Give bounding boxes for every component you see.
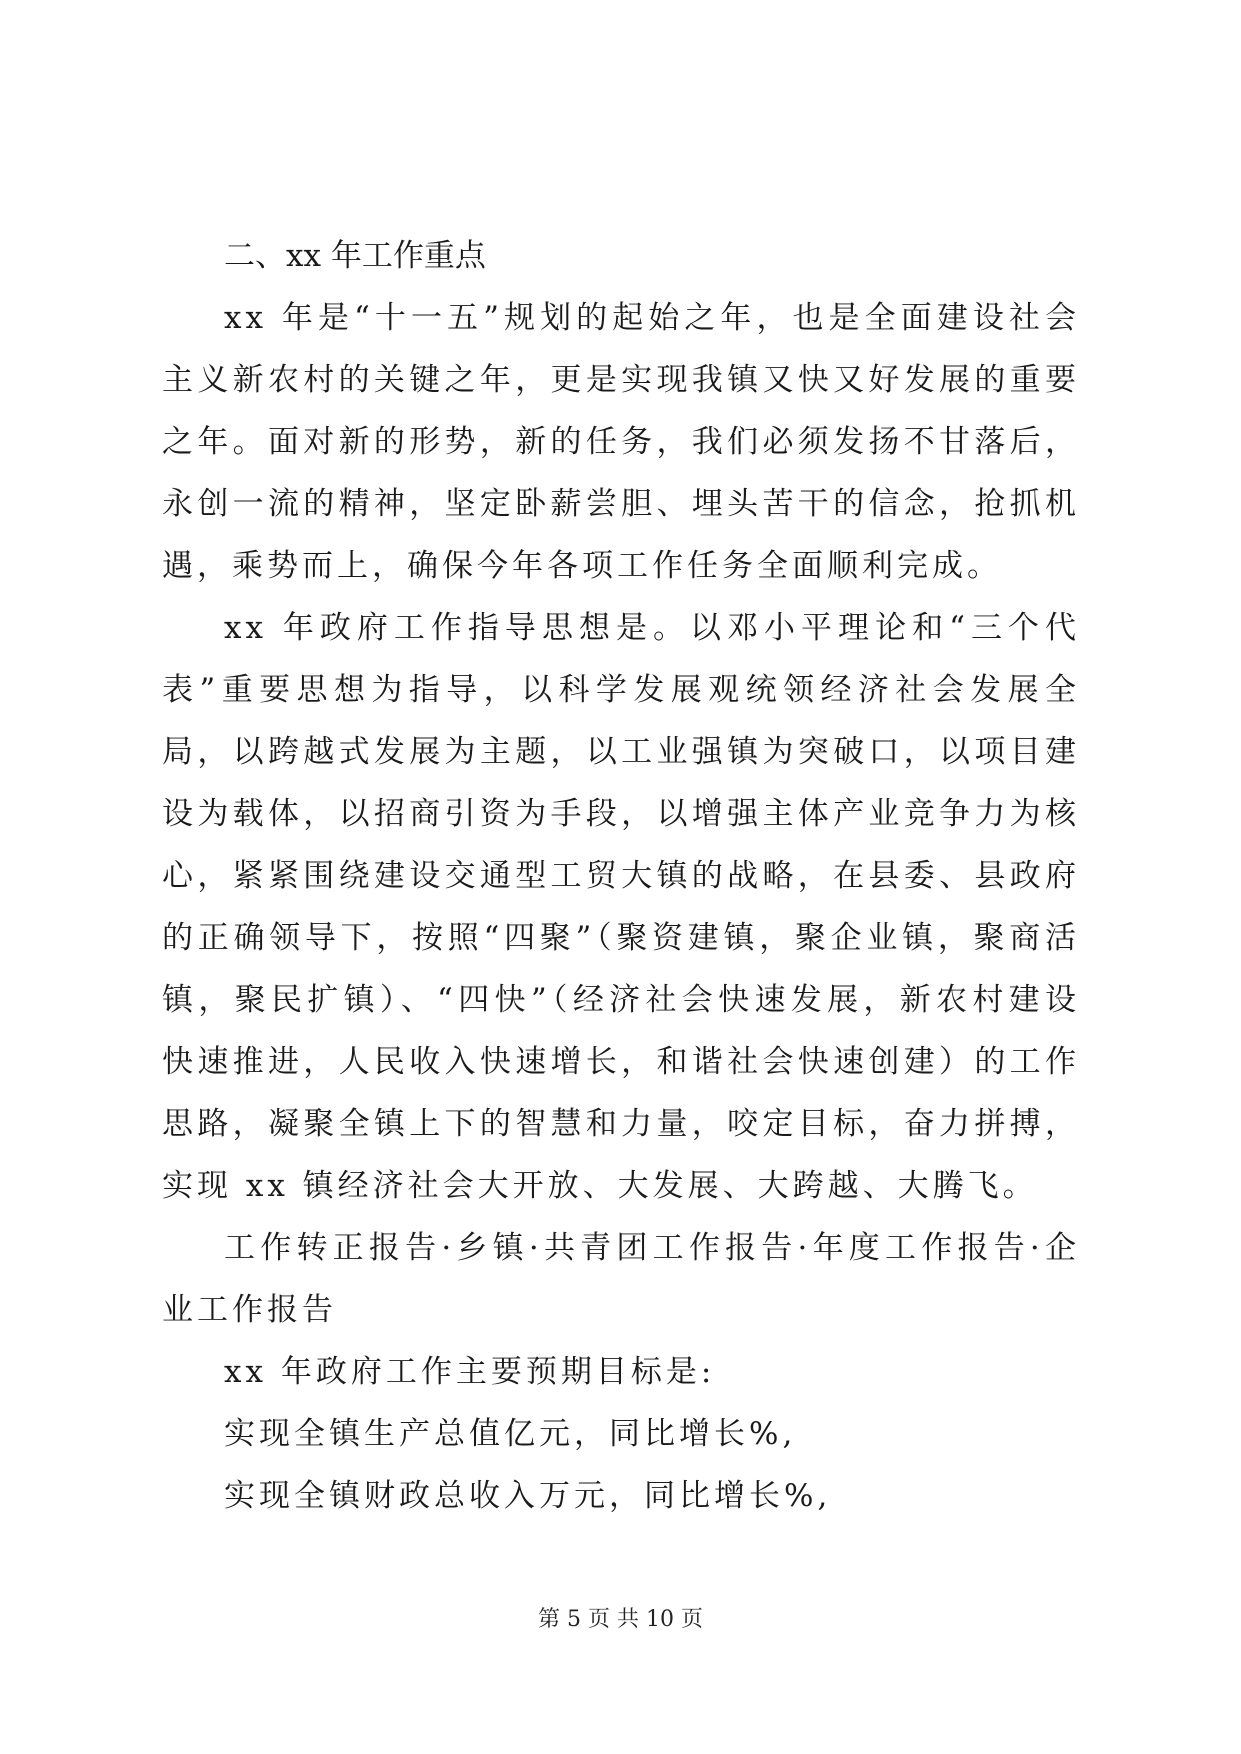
page-footer: 第 5 页 共 10 页 bbox=[538, 1607, 703, 1632]
paragraph-guiding-thought: xx 年政府工作指导思想是。以邓小平理论和“三个代表”重要思想为指导，以科学发展观统领经济社会发展全局，以跨越式发展为主题，以工业强镇为突破口，以项目建设为载体，以招商引资为手段，以增强主体产业竞争力为核心，紧紧围绕建设交通型工贸大镇的战略，在县委、县政府的正确领导下，按照“四聚”（聚资建镇，聚企业镇，聚商活镇，聚民扩镇）、“四快”（经济社会快速发展，新农村建设快速推进，人民收入快速增长，和谐社会快速创建）的工作思路，凝聚全镇上下的智慧和力量，咬定目标，奋力拼搏，实现 xx 镇经济社会大开放、大发展、大跨越、大腾飞。 bbox=[162, 610, 1080, 1204]
section-heading: 二、xx 年工作重点 bbox=[224, 238, 486, 274]
goal-item: 实现全镇财政总收入万元，同比增长%, bbox=[224, 1478, 832, 1514]
paragraph-intro: xx 年是“十一五”规划的起始之年，也是全面建设社会主义新农村的关键之年，更是实现我镇又快又好发展的重要之年。面对新的形势，新的任务，我们必须发扬不甘落后，永创一流的精神，坚定卧薪尝胆、埋头苦干的信念，抢抓机遇，乘势而上，确保今年各项工作任务全面顺利完成。 bbox=[162, 300, 1080, 584]
document-body bbox=[162, 225, 1080, 1527]
goal-item: 实现全镇生产总值亿元，同比增长%, bbox=[224, 1416, 797, 1452]
paragraph-related-links: 工作转正报告·乡镇·共青团工作报告·年度工作报告·企业工作报告 bbox=[162, 1230, 1080, 1328]
goals-intro: xx 年政府工作主要预期目标是: bbox=[224, 1354, 716, 1390]
